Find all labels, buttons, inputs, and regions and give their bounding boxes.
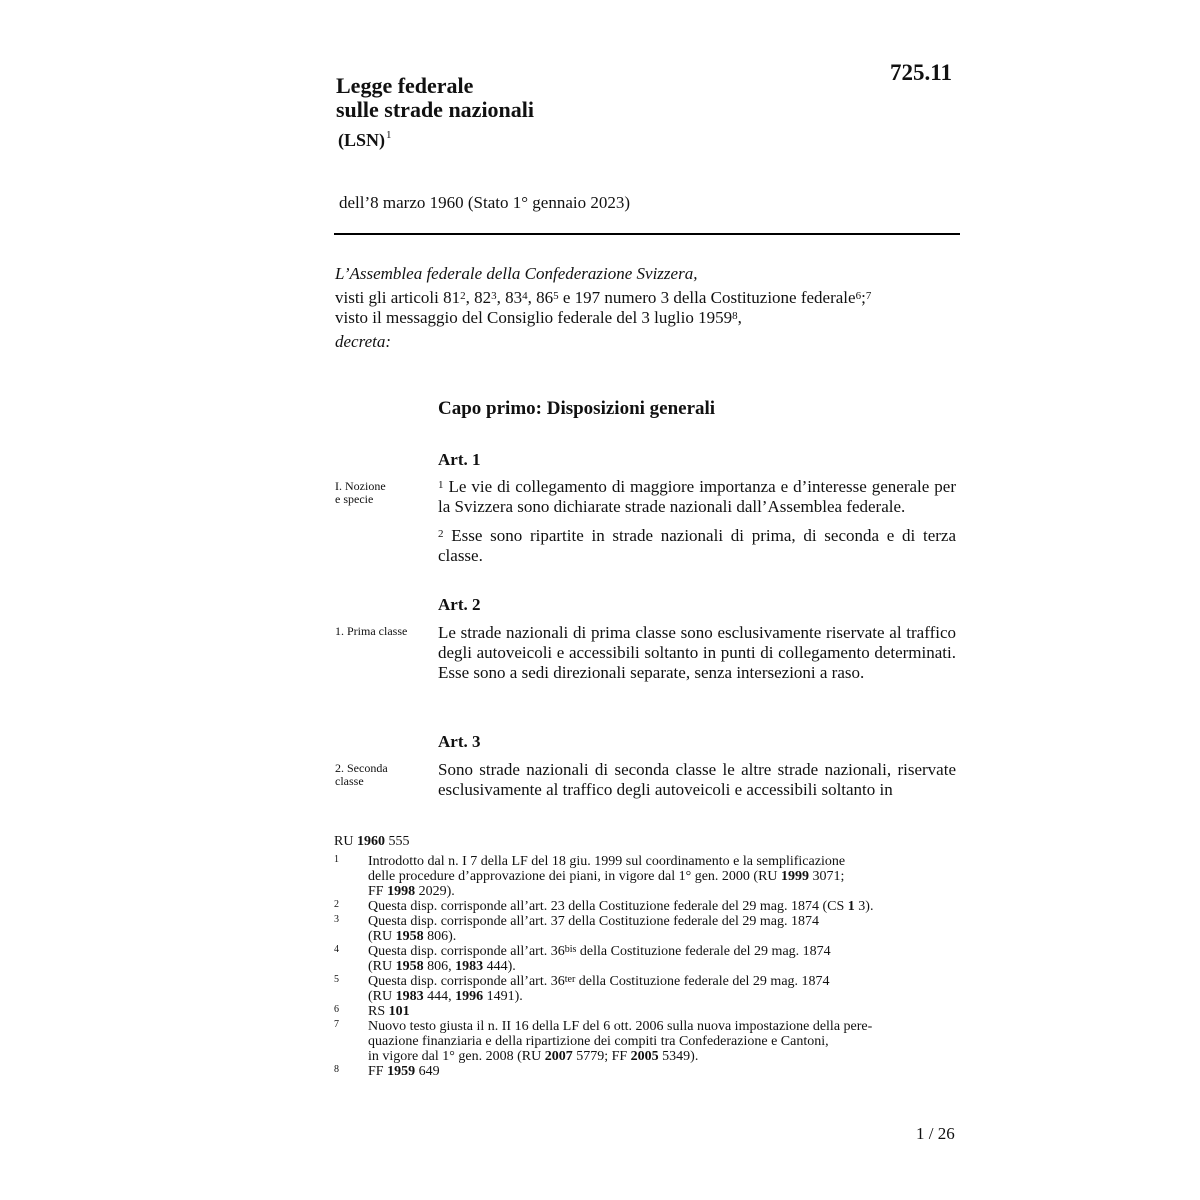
footnote-ref-1[interactable]: 1: [386, 129, 392, 141]
preamble-message: visto il messaggio del Consiglio federale del 3 luglio 1959$^8$,: [335, 308, 742, 327]
abbreviation-text: (LSN): [338, 130, 386, 150]
footnote-ref-8[interactable]: 8: [732, 310, 738, 322]
footnote-3: 3 Questa disp. corrisponde all’art. 37 della Costituzione federale del 29 mag. 1874 (RU 1958 806).: [334, 914, 819, 944]
sr-number: 725.11: [890, 60, 952, 85]
preamble-assembly: L’Assemblea federale della Confederazione Svizzera,: [335, 264, 698, 283]
law-title-line1: Legge federale: [336, 73, 474, 98]
preamble-decree: decreta:: [335, 332, 392, 351]
article-1-paragraph-1: $^1$ Le vie di collegamento di maggiore importanza e d’interesse generale per la Svizzera sono dichiarate strade nazionali dall’Assemblea federale.: [438, 477, 956, 516]
footnote-ref-7[interactable]: 7: [865, 290, 872, 302]
page-number: 1 / 26: [916, 1124, 955, 1143]
article-1-title: Art. 1: [438, 450, 481, 469]
article-3-title: Art. 3: [438, 732, 481, 751]
header-divider: [334, 233, 960, 235]
footnote-2: 2 Questa disp. corrisponde all’art. 23 della Costituzione federale del 29 mag. 1874 (CS 1 3).: [334, 899, 874, 914]
footnote-source: RU 1960 555: [334, 834, 410, 849]
chapter-heading: Capo primo: Disposizioni generali: [438, 398, 716, 419]
article-2-title: Art. 2: [438, 595, 481, 614]
footnote-ref-2[interactable]: 2: [460, 290, 466, 302]
preamble-articles: visti gli articoli $81^2$, $82^3$, $83^4$, $86^5$ e 197 numero 3 della Costituzione federale$^6$;$^7$: [335, 288, 872, 307]
preamble: [335, 264, 955, 352]
footnote-8: 8 FF 1959 649: [334, 1064, 440, 1079]
paragraph-number: 1: [438, 479, 444, 491]
footnote-ref-3[interactable]: 3: [491, 290, 497, 302]
article-3-margin-note: 2. Seconda classe: [335, 761, 388, 788]
footnotes-list: [334, 854, 964, 1079]
footnote-6: 6 RS 101: [334, 1004, 410, 1019]
article-2-margin-note: 1. Prima classe: [335, 624, 408, 638]
article-2-paragraph: Le strade nazionali di prima classe sono esclusivamente riservate al traffico degli autoveicoli e accessibili soltanto in punti di collegamento determinati. Esse sono a sedi direzionali separate, senza intersezioni a raso.: [438, 623, 956, 682]
article-1-paragraph-2: $^2$ Esse sono ripartite in strade nazionali di prima, di seconda e di terza classe.: [438, 526, 956, 565]
law-abbreviation: [338, 130, 392, 151]
footnote-7: 7 Nuovo testo giusta il n. II 16 della LF del 6 ott. 2006 sulla nuova impostazione della pere- quazione finanziaria e della ripartizione dei compiti tra Confederazione e Cantoni, in vigore dal 1° gen. 2008 (RU 2007 5779; FF 2005 5349).: [334, 1019, 873, 1064]
law-title-line2: sulle strade nazionali: [336, 97, 535, 122]
article-1-margin-note: I. Nozione e specie: [335, 479, 386, 506]
footnote-ref-6[interactable]: 6: [855, 290, 862, 302]
footnote-ref-5[interactable]: 5: [553, 290, 559, 302]
footnote-1: 1 Introdotto dal n. I 7 della LF del 18 giu. 1999 sul coordinamento e la semplificazione delle procedure d’approvazione dei piani, in vigore dal 1° gen. 2000 (RU 1999 3071; FF 1998 2029).: [334, 854, 846, 899]
paragraph-number: 2: [438, 528, 444, 540]
footnote-ref-4[interactable]: 4: [522, 290, 528, 302]
article-3-paragraph: Sono strade nazionali di seconda classe le altre strade nazionali, riservate esclusivamente al traffico degli autoveicoli e accessibili soltanto in: [438, 760, 956, 799]
footnote-5: 5 Questa disp. corrisponde all’art. $36^{ter}$ della Costituzione federale del 29 mag. 1874 (RU 1983 444, 1996 1491).: [334, 974, 830, 1004]
law-title: [336, 74, 534, 122]
footnote-4: 4 Questa disp. corrisponde all’art. $36^{bis}$ della Costituzione federale del 29 mag. 1874 (RU 1958 806, 1983 444).: [334, 944, 831, 974]
date-status: dell’8 marzo 1960 (Stato 1° gennaio 2023): [339, 193, 631, 212]
